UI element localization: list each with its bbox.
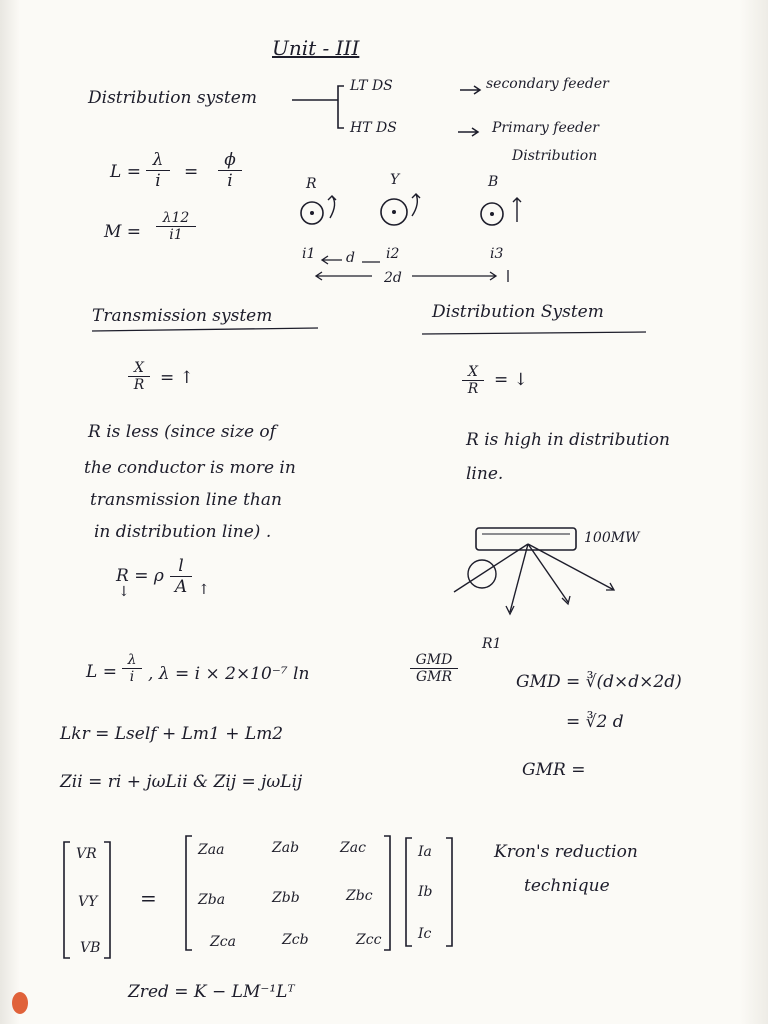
page-title: Unit - III [272,36,360,60]
distribution-sub-label: Distribution [512,148,598,164]
note-left-line-4: in distribution line) . [94,522,272,542]
binder-hole-icon [12,992,28,1014]
inductance-fraction-1 [146,150,170,191]
current-i2-label: i2 [386,246,400,262]
trans-ratio-num: X [128,360,150,377]
spacing-2d-label: 2d [384,270,402,286]
trans-ratio-trend: = ↑ [160,368,194,388]
phase-b-label: B [488,174,499,190]
flux-l-num: λ [122,652,142,669]
zred-equation: Zred = K − LM⁻¹Lᵀ [128,982,295,1002]
matrix-equals: = [140,886,157,910]
phase-r-label: R [306,176,317,192]
flux-l-den: i [129,669,135,685]
mutual-den: i1 [169,227,183,243]
gmd-gmr-fraction [410,652,458,685]
matrix-cell: Zbc [346,888,373,904]
lt-ds-label: LT DS [350,78,393,94]
spacing-d-label: d [346,250,355,266]
matrix-cell: Zba [198,892,226,908]
kron-line-1: Kron's reduction [494,842,638,862]
flux-gmr: GMR [415,669,453,685]
matrix-cell: Zcb [282,932,309,948]
mutual-fraction [156,210,196,243]
gmr-line: GMR = [522,760,586,780]
trans-ratio-fraction [128,360,150,393]
inductance-lhs: L = [110,162,141,182]
inductance-equals: = [184,162,199,182]
note-left-line-1: R is less (since size of [88,422,276,442]
current-i3-label: i3 [490,246,504,262]
flux-gmd: GMD [410,652,458,669]
gmd-line-2: = ∛2 d [566,712,624,732]
note-left-line-3: transmission line than [90,490,282,510]
matrix-lhs-vr: VR [76,846,97,862]
matrix-cell: Zaa [198,842,225,858]
resistance-arrow-down: ↓ [118,584,130,600]
load-100mw-label: 100MW [584,530,640,546]
note-right-line-1: R is high in distribution [466,430,670,450]
current-i1-label: i1 [302,246,316,262]
matrix-rhs-ib: Ib [418,884,433,900]
dist-ratio-den: R [467,381,479,397]
distribution-system-label: Distribution system [88,88,257,108]
inductance-num-1: λ [146,150,170,171]
primary-feeder-label: Primary feeder [492,120,599,136]
inductance-den-2: i [227,171,233,191]
zii-equation: Zii = ri + jωLii & Zij = jωLij [60,772,303,792]
mutual-num: λ12 [156,210,196,227]
resistance-fraction [170,556,192,597]
distribution-system-heading: Distribution System [432,302,604,322]
matrix-cell: Zcc [356,932,382,948]
resistance-den: A [174,577,188,597]
gmd-line-1: GMD = ∛(d×d×2d) [516,672,682,692]
flux-lambda-expression: , λ = i × 2×10⁻⁷ ln [148,664,310,684]
kron-line-2: technique [524,876,610,896]
ht-ds-label: HT DS [350,120,397,136]
inductance-num-2: ϕ [218,150,242,171]
note-right-line-2: line. [466,464,504,484]
resistance-arrow-up: ↑ [198,582,210,598]
matrix-lhs-vy: VY [78,894,98,910]
trans-ratio-den: R [133,377,145,393]
secondary-feeder-label: secondary feeder [486,76,609,92]
mutual-lhs: M = [104,222,142,242]
dist-ratio-fraction [462,364,484,397]
dist-ratio-trend: = ↓ [494,370,528,390]
flux-l-fraction [122,652,142,685]
dist-ratio-num: X [462,364,484,381]
load-r1-label: R1 [482,636,502,652]
phase-y-label: Y [390,172,400,188]
matrix-rhs-ic: Ic [418,926,432,942]
inductance-fraction-2 [218,150,242,191]
transmission-system-heading: Transmission system [92,306,273,326]
note-left-line-2: the conductor is more in [84,458,296,478]
matrix-cell: Zca [210,934,236,950]
resistance-num: l [170,556,192,577]
matrix-cell: Zbb [272,890,300,906]
flux-l-lhs: L = [86,662,117,682]
matrix-cell: Zab [272,840,300,856]
matrix-rhs-ia: Ia [418,844,432,860]
inductance-den-1: i [155,171,161,191]
lkr-equation: Lkr = Lself + Lm1 + Lm2 [60,724,284,744]
matrix-cell: Zac [340,840,366,856]
resistance-lhs: R = ρ [116,566,164,586]
matrix-lhs-vb: VB [80,940,101,956]
